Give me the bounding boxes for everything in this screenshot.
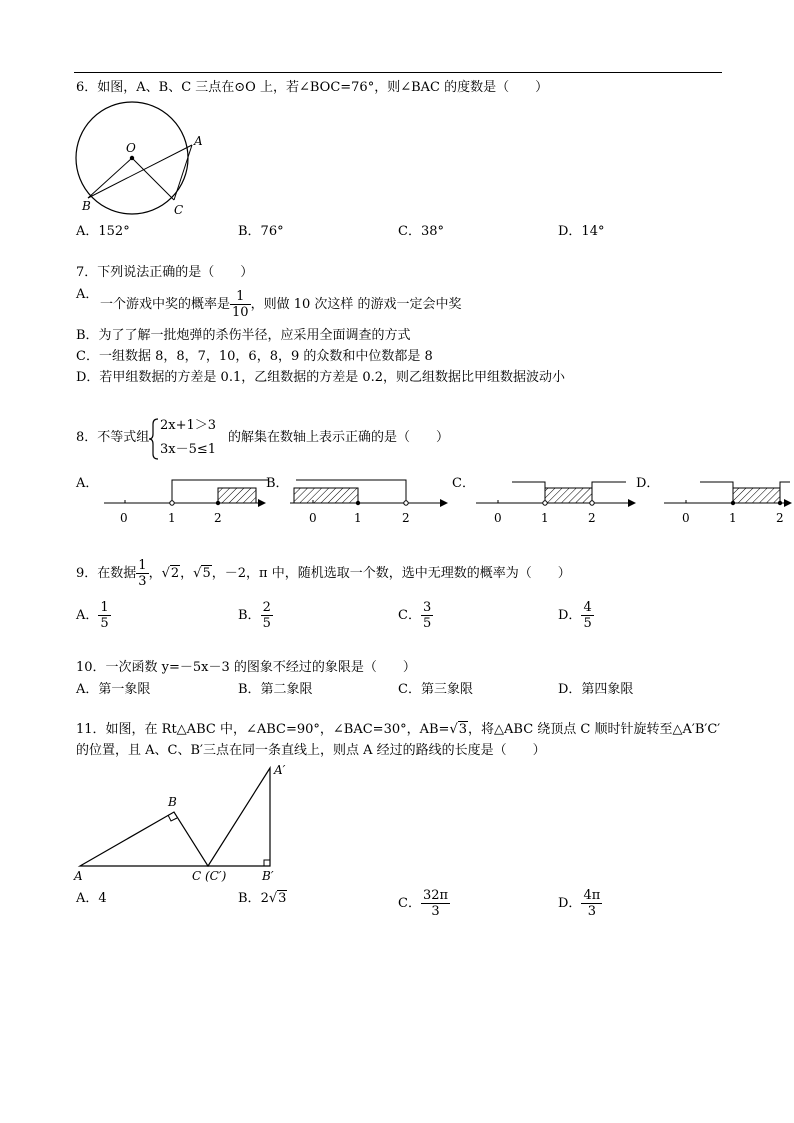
q8-inequality-1: 2x+1＞3 [160, 418, 217, 433]
q8-number-line-b [290, 480, 448, 525]
tick-1: 1 [541, 511, 549, 525]
q9-stem: 9．在数据 $\frac{1}{3}$ ，√2，√5，－2，π 中，随机选取一个数，选中无理数的概率为（ ） [76, 558, 571, 589]
tick-0: 0 [682, 511, 690, 525]
q11-stem-line-1: 11．如图，在 Rt△ABC 中，∠ABC=90°，∠BAC=30°，AB=√3，将△ABC 绕顶点 C 顺时针旋转至△A′B′C′ [76, 722, 721, 737]
q9-option-d: D． $\frac{4}{5}$ [558, 600, 592, 631]
label-a: A [74, 869, 83, 883]
center-point [130, 156, 134, 160]
tick-1: 1 [168, 511, 176, 525]
label-o: O [126, 141, 136, 155]
q11-triangle-figure [70, 760, 300, 886]
q8-stem-prefix: 8．不等式组 [76, 430, 150, 445]
label-b: B [168, 795, 177, 809]
q6-option-d: D．14° [558, 224, 605, 239]
tick-0: 0 [309, 511, 317, 525]
q10-option-d: D．第四象限 [558, 682, 634, 697]
tick-0: 0 [494, 511, 502, 525]
q9-option-c: C． $\frac{3}{5}$ [398, 600, 432, 631]
q11-option-a: A．4 [76, 891, 107, 906]
q10-option-c: C．第三象限 [398, 682, 473, 697]
q6-option-a: A．152° [76, 224, 130, 239]
q8-option-c-letter: C． [452, 476, 475, 491]
q8-brace [148, 418, 160, 460]
header-rule [74, 72, 722, 73]
q7-option-c: C．一组数据 8，8，7，10，6，8，9 的众数和中位数都是 8 [76, 349, 433, 364]
q8-number-line-a [104, 480, 268, 525]
q10-stem: 10．一次函数 y=－5x－3 的图象不经过的象限是（ ） [76, 660, 416, 675]
tick-0: 0 [120, 511, 128, 525]
tick-2: 2 [402, 511, 410, 525]
q6-option-b: B．76° [238, 224, 284, 239]
q6-option-c: C．38° [398, 224, 444, 239]
q6-circle-figure [70, 100, 210, 220]
q9-sqrt-2: √2 [161, 566, 180, 581]
label-b-prime: B′ [262, 869, 274, 883]
q9-option-b: B． $\frac{2}{5}$ [238, 600, 271, 631]
q6-stem: 6．如图，A、B、C 三点在⊙O 上，若∠BOC=76°，则∠BAC 的度数是（ ） [76, 80, 549, 95]
q8-option-b-letter: B． [266, 476, 289, 491]
q9-fraction: $\frac{1}{3}$ [138, 558, 147, 589]
label-a-prime: A′ [274, 763, 286, 777]
q11-option-c: C． $\frac{32\pi}{3}$ [398, 888, 449, 919]
tick-1: 1 [729, 511, 737, 525]
q9-option-a: A． $\frac{1}{5}$ [76, 600, 109, 631]
q7-option-a-text: 一个游戏中奖的概率是 $\frac{1}{10}$ ，则做 10 次这样 的游戏一定会中奖 [100, 289, 462, 320]
q11-stem-line-2: 的位置，且 A、C、B′三点在同一条直线上，则点 A 经过的路线的长度是（ ） [76, 743, 546, 758]
q8-inequality-2: 3x－5≤1 [160, 442, 217, 457]
q8-number-line-c [476, 482, 636, 525]
q9-sqrt-5: √5 [193, 566, 211, 581]
tick-2: 2 [776, 511, 784, 525]
q8-option-a-letter: A． [76, 476, 99, 491]
q10-option-b: B．第二象限 [238, 682, 313, 697]
label-b: B [82, 199, 91, 213]
label-a: A [194, 134, 203, 148]
q8-option-d-letter: D． [636, 476, 660, 491]
q11-option-b: B．2√3 [238, 891, 287, 906]
q10-option-a: A．第一象限 [76, 682, 151, 697]
tick-2: 2 [588, 511, 596, 525]
q8-number-lines [0, 470, 794, 530]
q8-stem-suffix: 的解集在数轴上表示正确的是（ ） [228, 430, 450, 445]
q7-option-b: B．为了了解一批炮弹的杀伤半径，应采用全面调查的方式 [76, 328, 411, 343]
q7-option-d: D．若甲组数据的方差是 0.1，乙组数据的方差是 0.2，则乙组数据比甲组数据波动小 [76, 370, 566, 385]
q8-number-line-d [664, 482, 792, 525]
label-c: C [174, 203, 184, 217]
label-c: C (C′) [192, 869, 227, 883]
q7-fraction: $\frac{1}{10}$ [232, 289, 249, 320]
q7-stem: 7．下列说法正确的是（ ） [76, 265, 254, 280]
q11-option-d: D． $\frac{4\pi}{3}$ [558, 888, 601, 919]
q7-option-a-letter: A． [76, 287, 99, 302]
tick-2: 2 [214, 511, 222, 525]
tick-1: 1 [354, 511, 362, 525]
